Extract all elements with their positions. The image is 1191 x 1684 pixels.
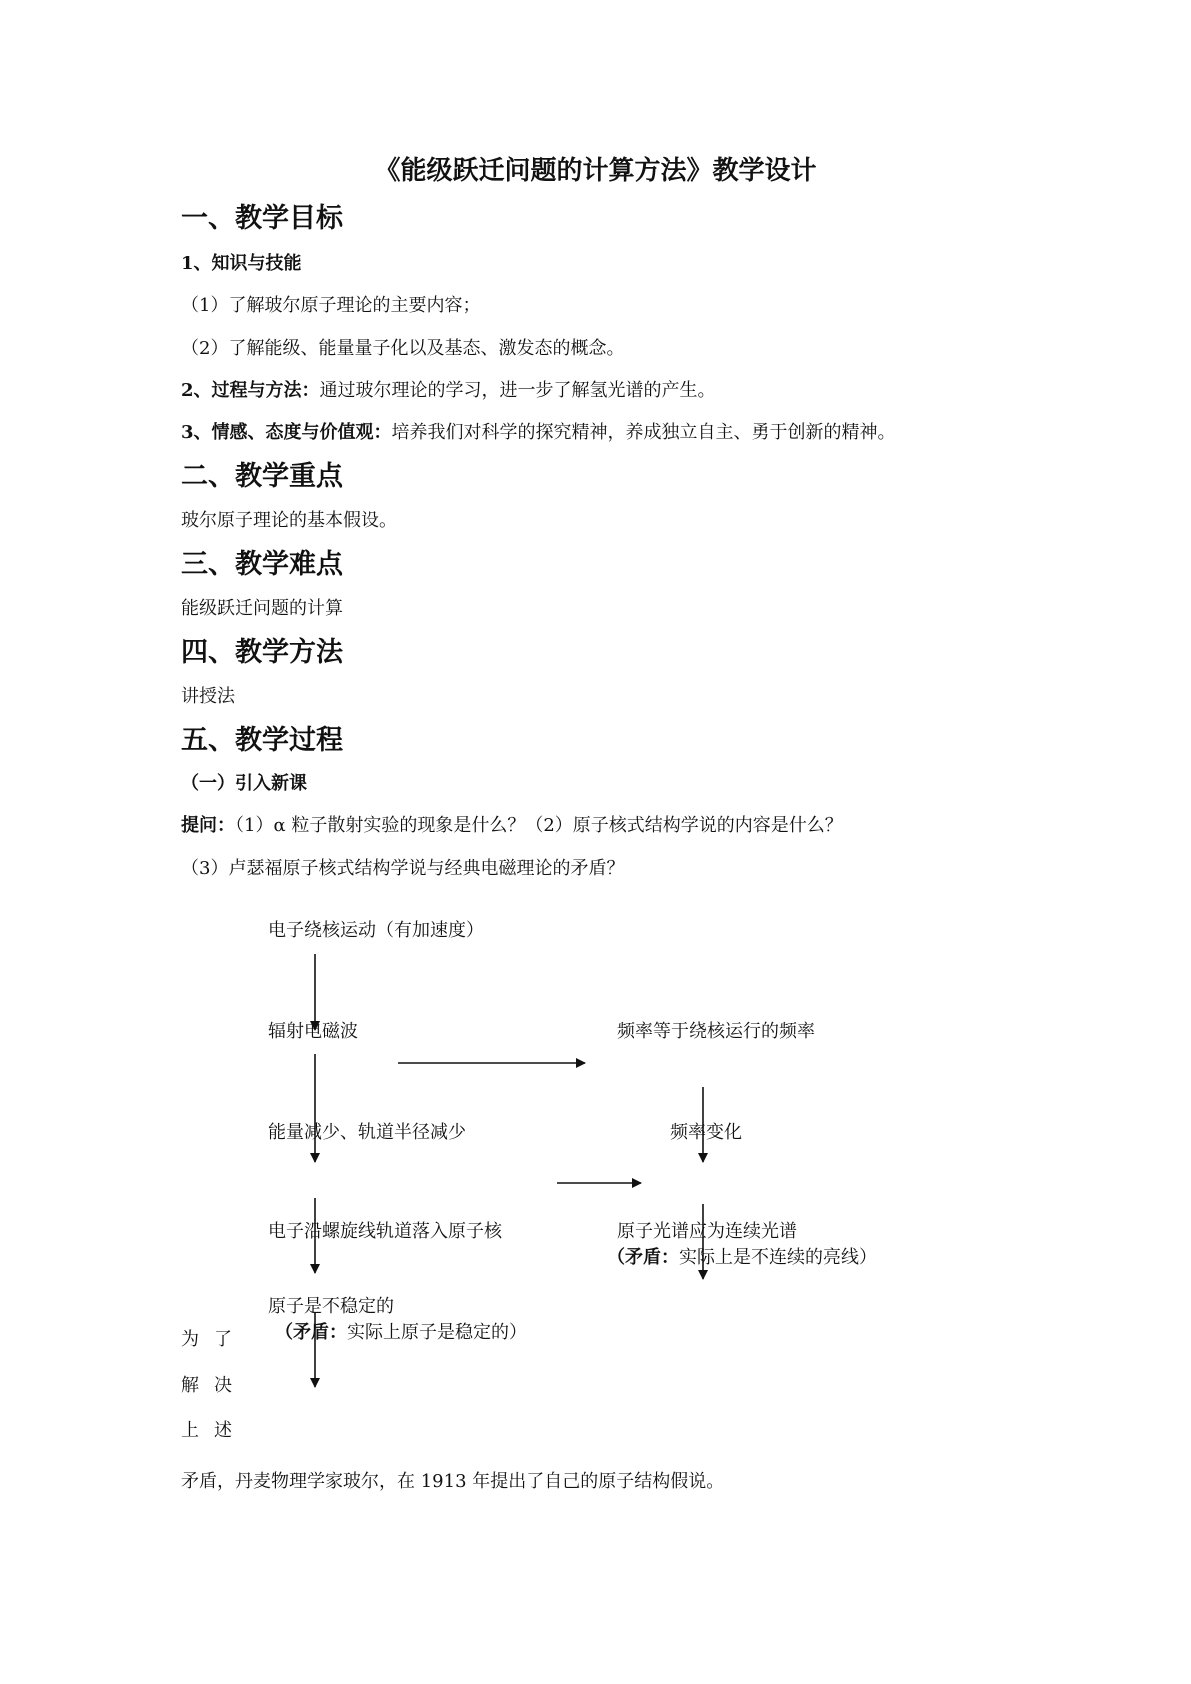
closing-char-le: 了 xyxy=(214,1329,232,1350)
method-text: 讲授法 xyxy=(181,686,235,707)
closing-char-jue: 决 xyxy=(214,1375,232,1396)
diagram-node-electron-fall: 电子沿螺旋线轨道落入原子核 xyxy=(268,1221,502,1242)
diagram-node-energy-decrease: 能量减少、轨道半径减少 xyxy=(268,1122,466,1143)
diagram-node-continuous-spectrum: 原子光谱应为连续光谱 xyxy=(617,1221,797,1242)
question-text: （1）α 粒子散射实验的现象是什么？（2）原子核式结构学说的内容是什么？ xyxy=(235,815,843,836)
diagram-node-atom-unstable: 原子是不稳定的 xyxy=(268,1296,394,1317)
diagram-note-stability-label: （矛盾： xyxy=(275,1322,347,1343)
section-heading-key-points: 二、教学重点 xyxy=(181,461,343,492)
goal-attitude-values xyxy=(181,424,896,442)
goal-item-1: （1）了解玻尔原子理论的主要内容； xyxy=(181,295,481,316)
closing-char-shu: 述 xyxy=(214,1420,232,1441)
diagram-node-radiate-em-wave: 辐射电磁波 xyxy=(268,1021,358,1042)
question-label: 提问： xyxy=(181,815,235,836)
subheading-knowledge-skills: 1、知识与技能 xyxy=(181,253,302,274)
difficulties-text: 能级跃迁问题的计算 xyxy=(181,598,343,619)
goal-process-method-label: 2、过程与方法： xyxy=(181,380,320,401)
diagram-note-stability-contradiction xyxy=(275,1324,527,1342)
goal-process-method-text: 通过玻尔理论的学习，进一步了解氢光谱的产生。 xyxy=(319,380,716,401)
diagram-note-stability-text: 实际上原子是稳定的） xyxy=(347,1322,527,1343)
goal-process-method xyxy=(181,382,716,400)
diagram-node-frequency-change: 频率变化 xyxy=(670,1122,742,1143)
section-heading-method: 四、教学方法 xyxy=(181,637,343,668)
diagram-note-spectrum-contradiction xyxy=(607,1249,877,1267)
section-heading-difficulties: 三、教学难点 xyxy=(181,549,343,580)
section-heading-teaching-goals: 一、教学目标 xyxy=(181,203,343,234)
question-line-2: （3）卢瑟福原子核式结构学说与经典电磁理论的矛盾？ xyxy=(181,858,625,879)
document-title: 《能级跃迁问题的计算方法》教学设计 xyxy=(374,156,817,186)
closing-char-jie: 解 xyxy=(181,1375,199,1396)
diagram-node-frequency-equal: 频率等于绕核运行的频率 xyxy=(617,1021,815,1042)
goal-item-2: （2）了解能级、能量量子化以及基态、激发态的概念。 xyxy=(181,338,625,359)
goal-attitude-values-label: 3、情感、态度与价值观： xyxy=(181,422,392,443)
question-line-1 xyxy=(181,817,843,835)
closing-char-shang: 上 xyxy=(181,1420,199,1441)
subheading-introduction: （一）引入新课 xyxy=(181,773,307,794)
goal-attitude-values-text: 培养我们对科学的探究精神，养成独立自主、勇于创新的精神。 xyxy=(391,422,896,443)
closing-line: 矛盾，丹麦物理学家玻尔，在 1913 年提出了自己的原子结构假说。 xyxy=(181,1471,725,1492)
closing-char-wei: 为 xyxy=(181,1329,199,1350)
diagram-note-spectrum-text: 实际上是不连续的亮线） xyxy=(679,1247,877,1268)
diagram-note-spectrum-label: （矛盾： xyxy=(607,1247,679,1268)
section-heading-process: 五、教学过程 xyxy=(181,725,343,756)
diagram-node-electron-orbit: 电子绕核运动（有加速度） xyxy=(268,920,484,941)
key-points-text: 玻尔原子理论的基本假设。 xyxy=(181,510,397,531)
